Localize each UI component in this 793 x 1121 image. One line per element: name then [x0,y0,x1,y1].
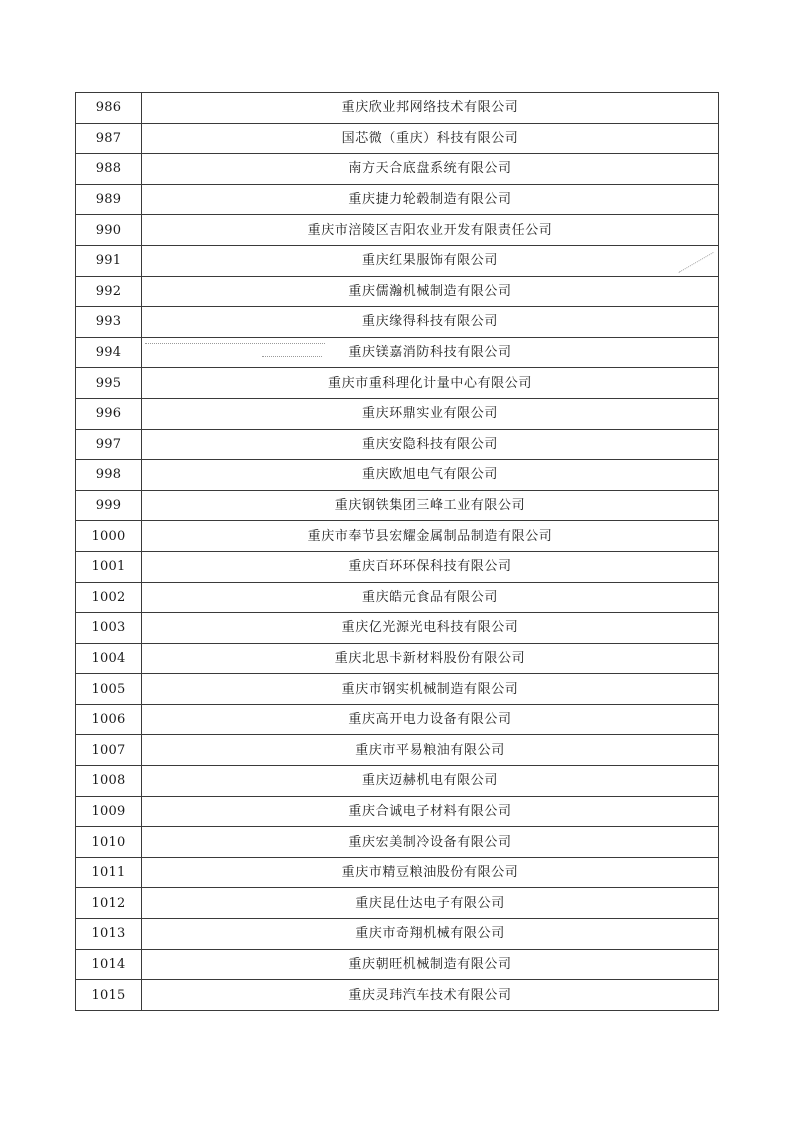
table-row [76,888,719,919]
company-name-cell: 重庆红果服饰有限公司 [142,245,719,276]
table-row [76,337,719,368]
company-name-cell: 重庆欣业邦网络技术有限公司 [142,93,719,124]
row-number-cell: 994 [76,337,142,368]
table-row [76,521,719,552]
table-row [76,93,719,124]
table-row [76,460,719,491]
row-number-cell: 1015 [76,980,142,1011]
row-number-cell: 1011 [76,857,142,888]
row-number-cell: 1005 [76,674,142,705]
company-name-cell: 重庆市涪陵区吉阳农业开发有限责任公司 [142,215,719,246]
row-number-cell: 1013 [76,919,142,950]
table-row [76,307,719,338]
row-number-cell: 1003 [76,613,142,644]
company-name-cell: 重庆儒瀚机械制造有限公司 [142,276,719,307]
scan-artifact [145,343,325,344]
row-number-cell: 988 [76,154,142,185]
table-row [76,184,719,215]
table-row [76,276,719,307]
company-name-cell: 南方天合底盘系统有限公司 [142,154,719,185]
company-name-cell: 重庆朝旺机械制造有限公司 [142,949,719,980]
company-name-cell: 重庆高开电力设备有限公司 [142,704,719,735]
row-number-cell: 990 [76,215,142,246]
table-row [76,674,719,705]
company-name-cell: 重庆捷力轮毂制造有限公司 [142,184,719,215]
company-name-cell: 重庆合诚电子材料有限公司 [142,796,719,827]
scan-artifact [262,356,322,357]
row-number-cell: 1002 [76,582,142,613]
row-number-cell: 991 [76,245,142,276]
table-row [76,398,719,429]
row-number-cell: 1009 [76,796,142,827]
row-number-cell: 997 [76,429,142,460]
row-number-cell: 1001 [76,551,142,582]
company-name-cell: 重庆安隐科技有限公司 [142,429,719,460]
row-number-cell: 992 [76,276,142,307]
company-name-cell: 重庆昆仕达电子有限公司 [142,888,719,919]
table-row [76,245,719,276]
row-number-cell: 987 [76,123,142,154]
table-row [76,368,719,399]
table-row [76,582,719,613]
row-number-cell: 1004 [76,643,142,674]
company-name-cell: 重庆亿光源光电科技有限公司 [142,613,719,644]
row-number-cell: 1014 [76,949,142,980]
company-name-cell: 重庆环鼎实业有限公司 [142,398,719,429]
row-number-cell: 1000 [76,521,142,552]
company-name-cell: 重庆百环环保科技有限公司 [142,551,719,582]
row-number-cell: 1008 [76,766,142,797]
table-row [76,857,719,888]
row-number-cell: 1007 [76,735,142,766]
table-row [76,154,719,185]
company-name-cell: 重庆欧旭电气有限公司 [142,460,719,491]
table-row [76,490,719,521]
company-name-cell: 重庆市精豆粮油股份有限公司 [142,857,719,888]
company-name-cell: 重庆市钢实机械制造有限公司 [142,674,719,705]
table-row [76,827,719,858]
row-number-cell: 1006 [76,704,142,735]
company-name-cell: 重庆皓元食品有限公司 [142,582,719,613]
row-number-cell: 986 [76,93,142,124]
company-name-cell: 重庆迈赫机电有限公司 [142,766,719,797]
company-name-cell: 重庆钢铁集团三峰工业有限公司 [142,490,719,521]
row-number-cell: 989 [76,184,142,215]
row-number-cell: 998 [76,460,142,491]
row-number-cell: 1012 [76,888,142,919]
table-row [76,919,719,950]
company-name-cell: 重庆市奉节县宏耀金属制品制造有限公司 [142,521,719,552]
company-name-cell: 重庆镁嘉消防科技有限公司 [142,337,719,368]
table-row [76,949,719,980]
table-row [76,766,719,797]
company-name-cell: 重庆缘得科技有限公司 [142,307,719,338]
table-row [76,215,719,246]
table-row [76,704,719,735]
row-number-cell: 996 [76,398,142,429]
table-row [76,643,719,674]
row-number-cell: 999 [76,490,142,521]
table-row [76,551,719,582]
company-name-cell: 重庆灵玮汽车技术有限公司 [142,980,719,1011]
company-list-table [75,92,719,1011]
table-row [76,735,719,766]
row-number-cell: 993 [76,307,142,338]
table-body [76,93,719,1011]
table-row [76,980,719,1011]
company-name-cell: 重庆市奇翔机械有限公司 [142,919,719,950]
company-name-cell: 重庆市平易粮油有限公司 [142,735,719,766]
row-number-cell: 1010 [76,827,142,858]
table-row [76,123,719,154]
table-row [76,429,719,460]
company-name-cell: 重庆北思卡新材料股份有限公司 [142,643,719,674]
company-name-cell: 重庆市重科理化计量中心有限公司 [142,368,719,399]
company-name-cell: 国芯微（重庆）科技有限公司 [142,123,719,154]
table-row [76,613,719,644]
row-number-cell: 995 [76,368,142,399]
company-name-cell: 重庆宏美制冷设备有限公司 [142,827,719,858]
table-row [76,796,719,827]
